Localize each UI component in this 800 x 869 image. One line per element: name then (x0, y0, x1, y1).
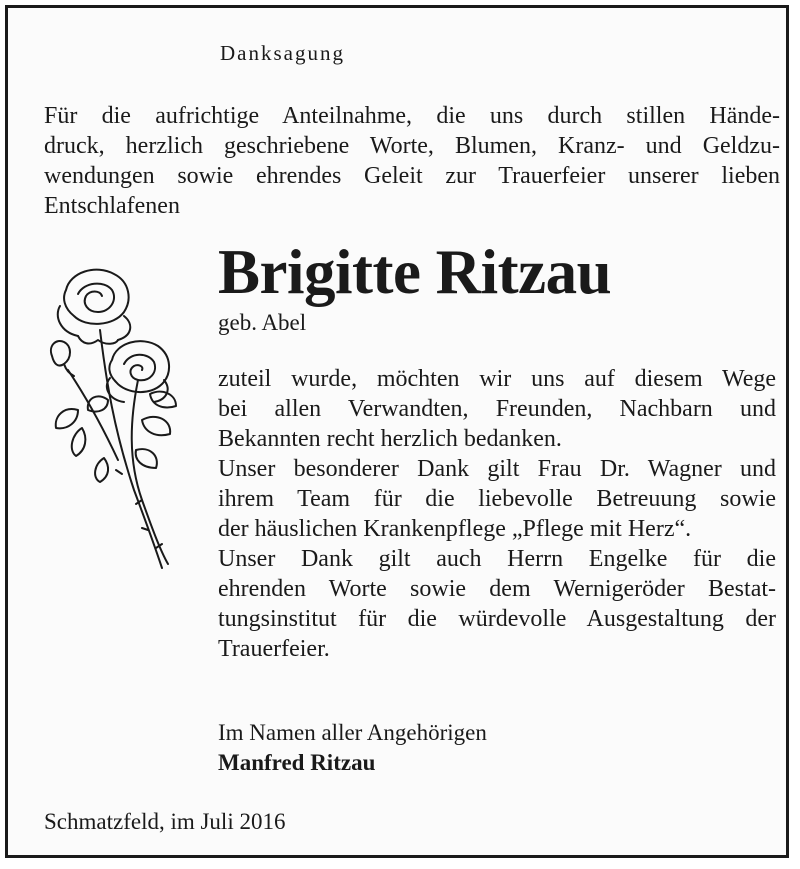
maiden-name: geb. Abel (218, 310, 307, 335)
thanks-paragraph (218, 364, 776, 664)
body-line: Trauerfeier. (218, 636, 330, 662)
place-date: Schmatzfeld, im Juli 2016 (44, 809, 286, 834)
body-line: ehrenden Worte sowie dem Wernigeröder Bestat- (218, 576, 776, 602)
roses-icon (38, 260, 198, 580)
closing-line: Im Namen aller Angehörigen (218, 720, 487, 745)
intro-line: Für die aufrichtige Anteilnahme, die uns durch stillen Hände- (44, 103, 780, 129)
signer-name: Manfred Ritzau (218, 750, 376, 775)
notice-heading: Danksagung (220, 41, 345, 65)
closing-block (218, 718, 487, 778)
body-line: der häuslichen Krankenpflege „Pflege mit Herz“. (218, 516, 692, 542)
intro-paragraph (44, 101, 780, 221)
body-line: zuteil wurde, möchten wir uns auf diesem Wege (218, 366, 776, 392)
intro-line: druck, herzlich geschriebene Worte, Blumen, Kranz- und Geldzu- (44, 133, 780, 159)
body-line: Bekannten recht herzlich bedanken. (218, 426, 562, 452)
body-line: Unser Dank gilt auch Herrn Engelke für die (218, 546, 776, 572)
obituary-notice (5, 5, 789, 858)
body-line: Unser besonderer Dank gilt Frau Dr. Wagner und (218, 456, 776, 482)
intro-line: wendungen sowie ehrendes Geleit zur Trauerfeier unserer lieben (44, 163, 780, 189)
intro-line: Entschlafenen (44, 193, 180, 219)
body-line: tungsinstitut für die würdevolle Ausgestaltung der (218, 606, 776, 632)
body-line: bei allen Verwandten, Freunden, Nachbarn und (218, 396, 776, 422)
body-line: ihrem Team für die liebevolle Betreuung sowie (218, 486, 776, 512)
deceased-name: Brigitte Ritzau (218, 237, 612, 307)
